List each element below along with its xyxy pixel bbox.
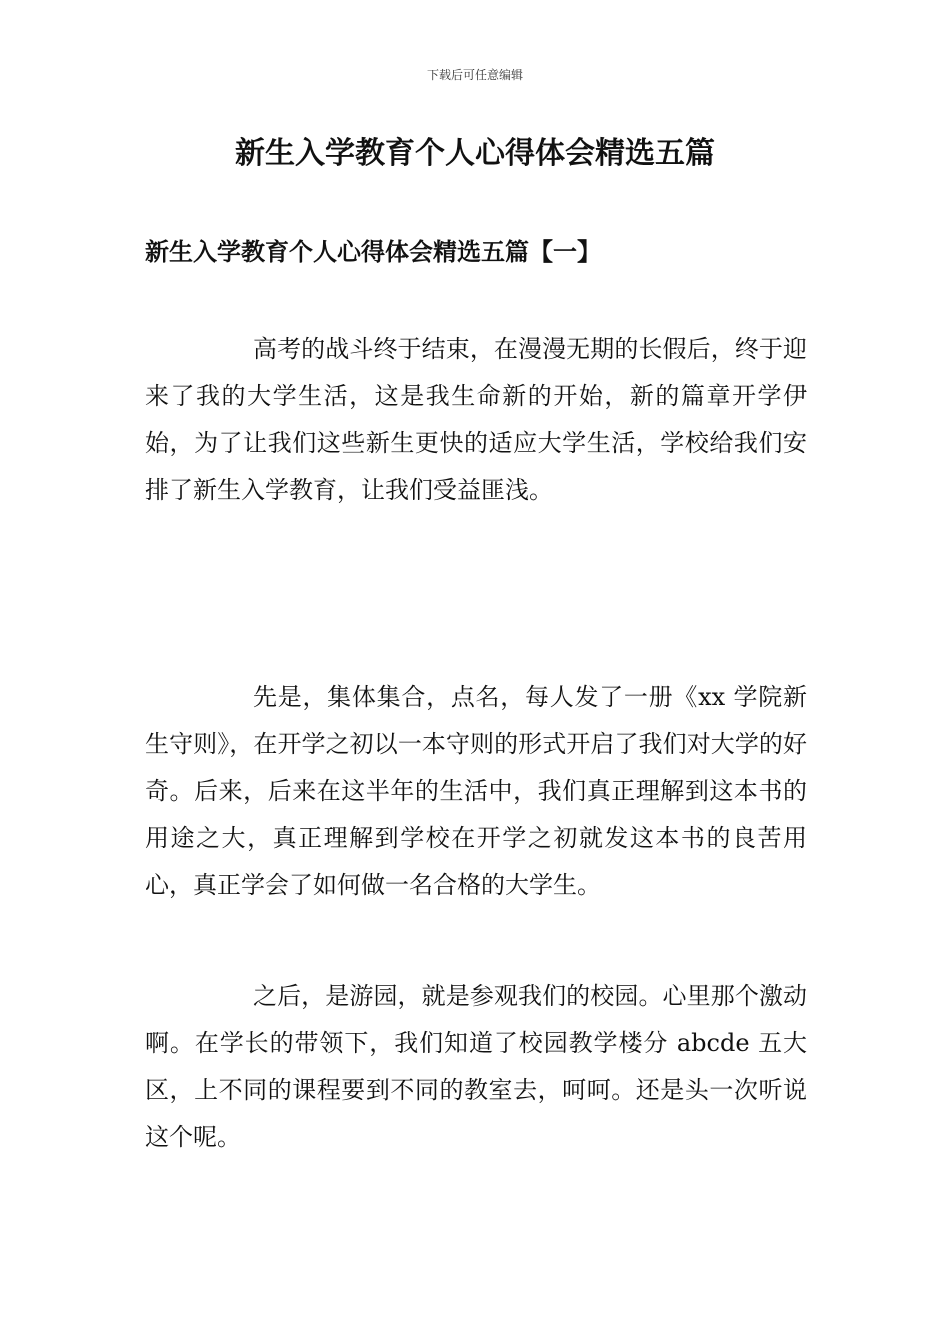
document-title: 新生入学教育个人心得体会精选五篇 (235, 136, 715, 171)
body-paragraph-3: 之后，是游园，就是参观我们的校园。心里那个激动啊。在学长的带领下，我们知道了校园教学楼分 abcde 五大区，上不同的课程要到不同的教室去，呵呵。还是头一次听说这个呢。 (145, 982, 807, 1151)
section-heading: 新生入学教育个人心得体会精选五篇【一】 (145, 237, 601, 266)
body-paragraph-1: 高考的战斗终于结束，在漫漫无期的长假后，终于迎来了我的大学生活，这是我生命新的开始，新的篇章开学伊始，为了让我们这些新生更快的适应大学生活，学校给我们安排了新生入学教育，让我们受益匪浅。 (145, 335, 807, 504)
header-note: 下载后可任意编辑 (426, 68, 523, 82)
body-paragraph-2: 先是，集体集合，点名，每人发了一册《xx 学院新生守则》，在开学之初以一本守则的形式开启了我们对大学的好奇。后来，后来在这半年的生活中，我们真正理解到这本书的用途之大，真正理解到学校在开学之初就发这本书的良苦用心，真正学会了如何做一名合格的大学生。 (145, 683, 807, 899)
